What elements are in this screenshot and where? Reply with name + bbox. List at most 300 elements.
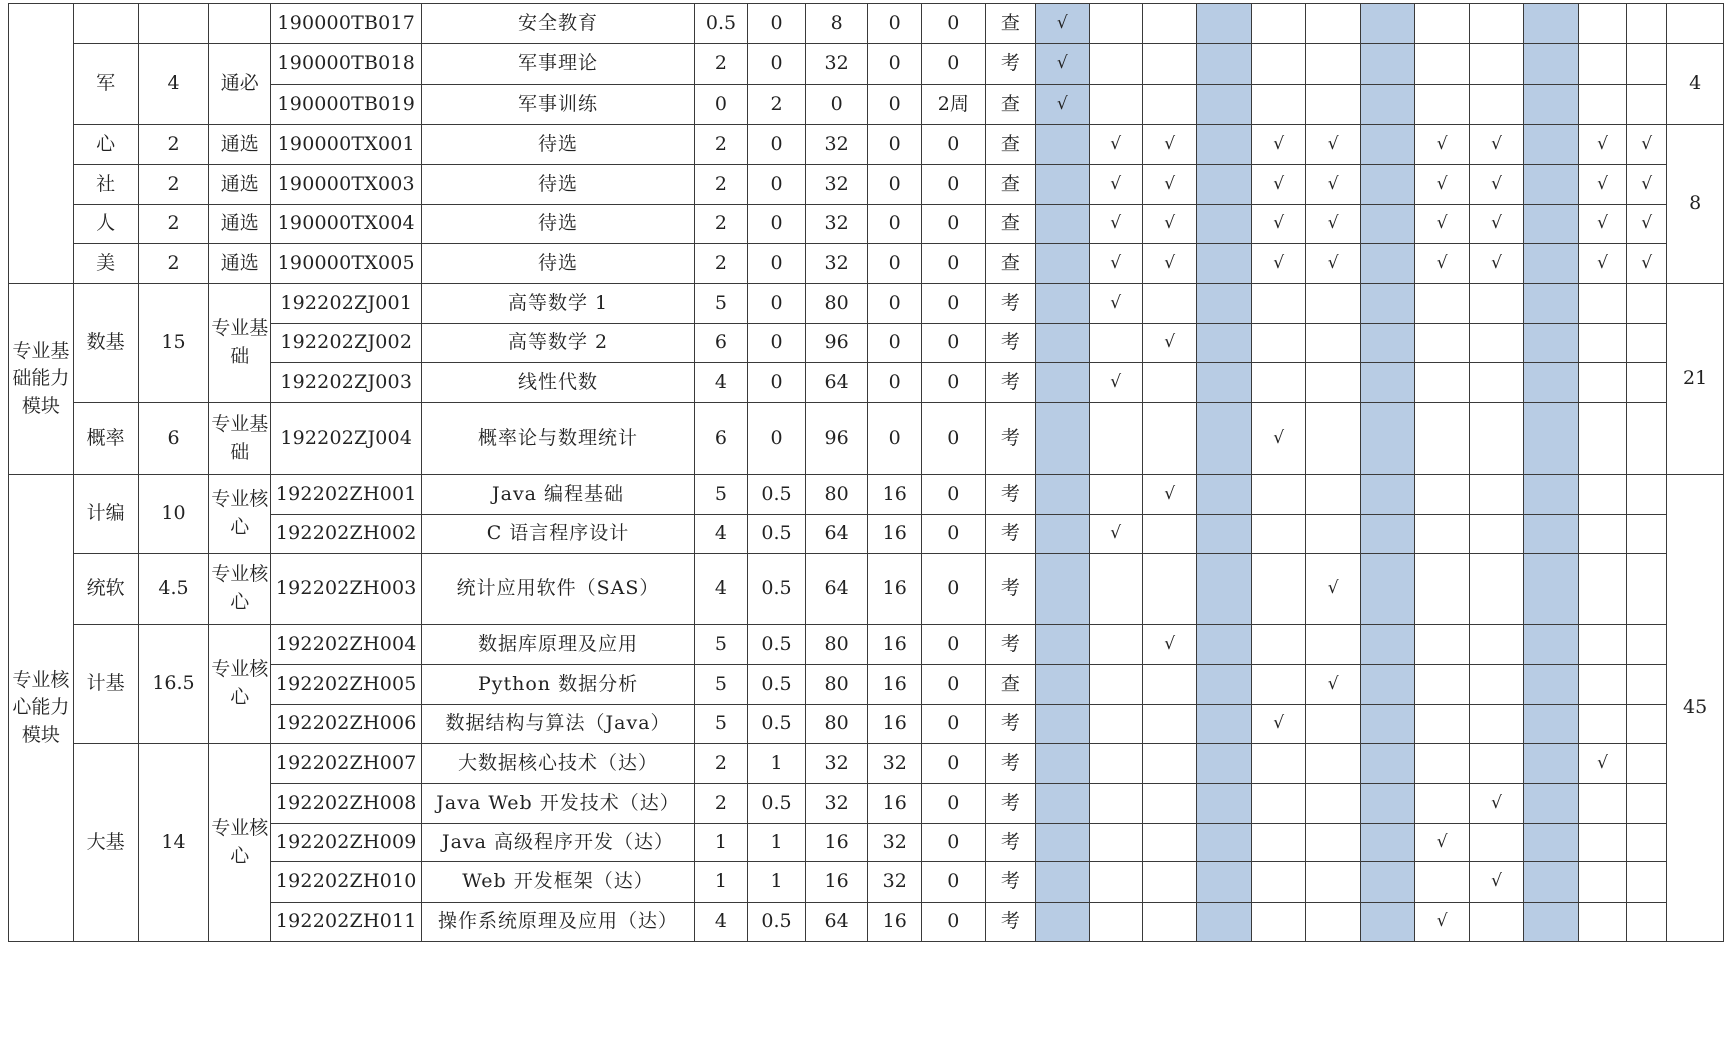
practice-hours-cell: 0 [868, 244, 921, 284]
semester-mark-cell [1578, 475, 1626, 515]
semester-mark-cell [1036, 125, 1089, 165]
semester-mark-cell [1415, 784, 1469, 824]
weeks-cell: 0 [921, 475, 985, 515]
category-cell: 计编 [73, 475, 138, 554]
semester-mark-cell [1627, 44, 1667, 85]
weeks-cell: 0 [921, 324, 985, 363]
theory-hours-cell: 32 [805, 784, 868, 824]
practice-credits-cell: 0.5 [748, 784, 806, 824]
course-name-cell: 待选 [422, 125, 694, 165]
semester-mark-cell [1469, 824, 1523, 862]
course-name-cell: 线性代数 [422, 363, 694, 403]
semester-mark-cell [1627, 85, 1667, 125]
semester-mark-cell [1197, 554, 1251, 625]
course-credits-cell: 2 [694, 205, 747, 244]
semester-mark-cell [1036, 903, 1089, 942]
semester-mark-cell [1469, 324, 1523, 363]
course-type-cell: 通选 [209, 244, 271, 284]
category-cell [73, 4, 138, 44]
module-cell: 专业基础能力模块 [9, 284, 74, 475]
semester-mark-cell: √ [1627, 244, 1667, 284]
course-code-cell: 190000TX004 [271, 205, 422, 244]
semester-mark-cell [1578, 515, 1626, 554]
semester-mark-cell: √ [1089, 284, 1142, 324]
table-body [9, 4, 1724, 942]
semester-mark-cell [1251, 784, 1305, 824]
semester-mark-cell [1524, 665, 1578, 705]
weeks-cell: 0 [921, 705, 985, 744]
semester-mark-cell: √ [1469, 862, 1523, 903]
semester-mark-cell [1415, 744, 1469, 784]
semester-mark-cell [1089, 862, 1142, 903]
course-type-cell: 专业核心 [209, 625, 271, 744]
semester-mark-cell [1251, 4, 1305, 44]
semester-mark-cell [1142, 363, 1196, 403]
semester-mark-cell [1251, 324, 1305, 363]
semester-mark-cell [1036, 165, 1089, 205]
semester-mark-cell [1197, 125, 1251, 165]
semester-mark-cell [1036, 625, 1089, 665]
course-code-cell: 192202ZH010 [271, 862, 422, 903]
course-code-cell: 192202ZJ004 [271, 403, 422, 475]
semester-mark-cell [1142, 85, 1196, 125]
theory-hours-cell: 80 [805, 705, 868, 744]
weeks-cell: 0 [921, 165, 985, 205]
exam-type-cell: 查 [985, 165, 1035, 205]
course-code-cell: 192202ZJ002 [271, 324, 422, 363]
course-credits-cell: 1 [694, 824, 747, 862]
course-code-cell: 192202ZH008 [271, 784, 422, 824]
exam-type-cell: 考 [985, 363, 1035, 403]
semester-mark-cell [1578, 403, 1626, 475]
course-type-cell: 专业核心 [209, 554, 271, 625]
module-total-credits-cell [1667, 4, 1724, 44]
table-row [9, 284, 1724, 324]
category-credits-cell: 2 [138, 165, 209, 205]
practice-hours-cell: 0 [868, 165, 921, 205]
semester-mark-cell [1251, 44, 1305, 85]
semester-mark-cell [1089, 705, 1142, 744]
category-credits-cell [138, 4, 209, 44]
theory-hours-cell: 80 [805, 284, 868, 324]
weeks-cell: 0 [921, 862, 985, 903]
exam-type-cell: 查 [985, 85, 1035, 125]
semester-mark-cell [1627, 515, 1667, 554]
semester-mark-cell [1197, 244, 1251, 284]
practice-hours-cell: 16 [868, 665, 921, 705]
semester-mark-cell [1415, 515, 1469, 554]
category-credits-cell: 15 [138, 284, 209, 403]
weeks-cell: 2周 [921, 85, 985, 125]
semester-mark-cell: √ [1089, 515, 1142, 554]
theory-hours-cell: 0 [805, 85, 868, 125]
table-row [9, 205, 1724, 244]
semester-mark-cell: √ [1036, 44, 1089, 85]
semester-mark-cell [1627, 403, 1667, 475]
weeks-cell: 0 [921, 744, 985, 784]
semester-mark-cell [1036, 244, 1089, 284]
semester-mark-cell [1197, 784, 1251, 824]
semester-mark-cell [1306, 4, 1360, 44]
semester-mark-cell: √ [1089, 244, 1142, 284]
practice-hours-cell: 0 [868, 284, 921, 324]
theory-hours-cell: 32 [805, 744, 868, 784]
semester-mark-cell [1578, 363, 1626, 403]
semester-mark-cell [1306, 324, 1360, 363]
theory-hours-cell: 32 [805, 165, 868, 205]
exam-type-cell: 考 [985, 284, 1035, 324]
semester-mark-cell [1306, 625, 1360, 665]
semester-mark-cell [1142, 705, 1196, 744]
semester-mark-cell [1036, 744, 1089, 784]
weeks-cell: 0 [921, 784, 985, 824]
semester-mark-cell [1306, 44, 1360, 85]
practice-hours-cell: 16 [868, 784, 921, 824]
semester-mark-cell [1197, 903, 1251, 942]
weeks-cell: 0 [921, 403, 985, 475]
semester-mark-cell [1251, 515, 1305, 554]
table-row [9, 44, 1724, 85]
semester-mark-cell [1469, 515, 1523, 554]
course-code-cell: 192202ZH011 [271, 903, 422, 942]
course-type-cell [209, 4, 271, 44]
semester-mark-cell [1251, 744, 1305, 784]
theory-hours-cell: 80 [805, 475, 868, 515]
module-total-credits-cell: 45 [1667, 475, 1724, 942]
semester-mark-cell: √ [1142, 475, 1196, 515]
course-code-cell: 192202ZH001 [271, 475, 422, 515]
semester-mark-cell: √ [1306, 125, 1360, 165]
practice-hours-cell: 0 [868, 125, 921, 165]
semester-mark-cell [1524, 784, 1578, 824]
semester-mark-cell: √ [1306, 165, 1360, 205]
category-credits-cell: 10 [138, 475, 209, 554]
category-credits-cell: 16.5 [138, 625, 209, 744]
semester-mark-cell [1627, 475, 1667, 515]
course-type-cell: 专业基础 [209, 403, 271, 475]
semester-mark-cell [1089, 625, 1142, 665]
semester-mark-cell [1197, 625, 1251, 665]
semester-mark-cell [1415, 284, 1469, 324]
semester-mark-cell: √ [1251, 244, 1305, 284]
theory-hours-cell: 64 [805, 515, 868, 554]
semester-mark-cell [1197, 324, 1251, 363]
category-cell: 统软 [73, 554, 138, 625]
semester-mark-cell [1197, 515, 1251, 554]
practice-hours-cell: 32 [868, 744, 921, 784]
semester-mark-cell [1251, 363, 1305, 403]
semester-mark-cell [1360, 44, 1414, 85]
exam-type-cell: 考 [985, 625, 1035, 665]
semester-mark-cell [1627, 324, 1667, 363]
semester-mark-cell [1524, 205, 1578, 244]
semester-mark-cell [1627, 903, 1667, 942]
semester-mark-cell [1627, 284, 1667, 324]
theory-hours-cell: 80 [805, 625, 868, 665]
semester-mark-cell [1142, 824, 1196, 862]
semester-mark-cell [1627, 824, 1667, 862]
semester-mark-cell [1524, 824, 1578, 862]
practice-credits-cell: 0.5 [748, 665, 806, 705]
semester-mark-cell: √ [1089, 205, 1142, 244]
semester-mark-cell [1360, 284, 1414, 324]
course-credits-cell: 2 [694, 165, 747, 205]
semester-mark-cell [1251, 284, 1305, 324]
semester-mark-cell [1524, 85, 1578, 125]
module-total-credits-cell: 4 [1667, 44, 1724, 125]
practice-hours-cell: 16 [868, 475, 921, 515]
category-cell: 社 [73, 165, 138, 205]
semester-mark-cell [1306, 85, 1360, 125]
semester-mark-cell [1469, 85, 1523, 125]
course-credits-cell: 4 [694, 363, 747, 403]
semester-mark-cell [1306, 903, 1360, 942]
course-code-cell: 190000TB018 [271, 44, 422, 85]
theory-hours-cell: 8 [805, 4, 868, 44]
semester-mark-cell [1142, 862, 1196, 903]
category-cell: 计基 [73, 625, 138, 744]
practice-credits-cell: 2 [748, 85, 806, 125]
semester-mark-cell [1524, 744, 1578, 784]
semester-mark-cell [1197, 85, 1251, 125]
semester-mark-cell [1360, 165, 1414, 205]
semester-mark-cell [1142, 784, 1196, 824]
course-name-cell: 待选 [422, 244, 694, 284]
course-name-cell: 安全教育 [422, 4, 694, 44]
semester-mark-cell [1251, 862, 1305, 903]
exam-type-cell: 查 [985, 4, 1035, 44]
semester-mark-cell [1197, 363, 1251, 403]
semester-mark-cell [1627, 665, 1667, 705]
course-type-cell: 专业核心 [209, 744, 271, 942]
semester-mark-cell [1578, 625, 1626, 665]
semester-mark-cell [1524, 363, 1578, 403]
curriculum-table [8, 3, 1724, 942]
semester-mark-cell [1524, 4, 1578, 44]
course-name-cell: Java 编程基础 [422, 475, 694, 515]
semester-mark-cell [1469, 903, 1523, 942]
course-code-cell: 192202ZJ003 [271, 363, 422, 403]
course-name-cell: C 语言程序设计 [422, 515, 694, 554]
theory-hours-cell: 80 [805, 665, 868, 705]
course-code-cell: 190000TX003 [271, 165, 422, 205]
table-row [9, 244, 1724, 284]
weeks-cell: 0 [921, 625, 985, 665]
course-credits-cell: 5 [694, 665, 747, 705]
semester-mark-cell: √ [1415, 903, 1469, 942]
semester-mark-cell [1524, 705, 1578, 744]
semester-mark-cell [1251, 824, 1305, 862]
semester-mark-cell [1306, 475, 1360, 515]
practice-credits-cell: 0 [748, 4, 806, 44]
semester-mark-cell [1360, 125, 1414, 165]
semester-mark-cell [1360, 824, 1414, 862]
semester-mark-cell: √ [1578, 244, 1626, 284]
table-row [9, 744, 1724, 784]
semester-mark-cell [1524, 475, 1578, 515]
semester-mark-cell [1415, 554, 1469, 625]
theory-hours-cell: 64 [805, 554, 868, 625]
category-credits-cell: 4 [138, 44, 209, 125]
weeks-cell: 0 [921, 824, 985, 862]
theory-hours-cell: 64 [805, 903, 868, 942]
semester-mark-cell [1524, 515, 1578, 554]
category-cell: 心 [73, 125, 138, 165]
semester-mark-cell [1578, 44, 1626, 85]
course-name-cell: 军事理论 [422, 44, 694, 85]
semester-mark-cell [1524, 244, 1578, 284]
semester-mark-cell [1251, 625, 1305, 665]
course-credits-cell: 0.5 [694, 4, 747, 44]
semester-mark-cell [1306, 515, 1360, 554]
theory-hours-cell: 96 [805, 324, 868, 363]
weeks-cell: 0 [921, 284, 985, 324]
course-name-cell: 操作系统原理及应用（达） [422, 903, 694, 942]
semester-mark-cell: √ [1415, 205, 1469, 244]
semester-mark-cell [1197, 284, 1251, 324]
semester-mark-cell [1415, 44, 1469, 85]
course-name-cell: 待选 [422, 165, 694, 205]
semester-mark-cell [1360, 665, 1414, 705]
semester-mark-cell [1578, 665, 1626, 705]
semester-mark-cell [1036, 824, 1089, 862]
semester-mark-cell: √ [1627, 125, 1667, 165]
semester-mark-cell [1627, 862, 1667, 903]
course-code-cell: 192202ZJ001 [271, 284, 422, 324]
theory-hours-cell: 32 [805, 205, 868, 244]
semester-mark-cell [1524, 125, 1578, 165]
course-code-cell: 192202ZH005 [271, 665, 422, 705]
exam-type-cell: 考 [985, 705, 1035, 744]
course-name-cell: Python 数据分析 [422, 665, 694, 705]
exam-type-cell: 考 [985, 862, 1035, 903]
practice-hours-cell: 32 [868, 862, 921, 903]
course-code-cell: 190000TX001 [271, 125, 422, 165]
semester-mark-cell: √ [1469, 244, 1523, 284]
table-row [9, 4, 1724, 44]
semester-mark-cell [1142, 284, 1196, 324]
semester-mark-cell: √ [1142, 244, 1196, 284]
semester-mark-cell [1306, 824, 1360, 862]
semester-mark-cell: √ [1036, 85, 1089, 125]
table-row [9, 403, 1724, 475]
practice-hours-cell: 16 [868, 903, 921, 942]
practice-credits-cell: 0.5 [748, 515, 806, 554]
practice-credits-cell: 1 [748, 824, 806, 862]
semester-mark-cell: √ [1251, 205, 1305, 244]
course-name-cell: 数据结构与算法（Java） [422, 705, 694, 744]
exam-type-cell: 考 [985, 824, 1035, 862]
semester-mark-cell [1469, 284, 1523, 324]
table-row [9, 125, 1724, 165]
semester-mark-cell [1360, 705, 1414, 744]
semester-mark-cell [1627, 784, 1667, 824]
practice-hours-cell: 0 [868, 44, 921, 85]
semester-mark-cell [1360, 625, 1414, 665]
weeks-cell: 0 [921, 125, 985, 165]
semester-mark-cell [1360, 205, 1414, 244]
table-row [9, 165, 1724, 205]
semester-mark-cell: √ [1469, 165, 1523, 205]
semester-mark-cell [1360, 244, 1414, 284]
theory-hours-cell: 32 [805, 244, 868, 284]
semester-mark-cell [1089, 44, 1142, 85]
course-name-cell: Java 高级程序开发（达） [422, 824, 694, 862]
table-row [9, 475, 1724, 515]
semester-mark-cell [1036, 784, 1089, 824]
semester-mark-cell [1306, 862, 1360, 903]
semester-mark-cell [1578, 284, 1626, 324]
semester-mark-cell [1036, 284, 1089, 324]
course-credits-cell: 4 [694, 515, 747, 554]
weeks-cell: 0 [921, 515, 985, 554]
semester-mark-cell [1524, 165, 1578, 205]
semester-mark-cell [1415, 705, 1469, 744]
exam-type-cell: 考 [985, 44, 1035, 85]
semester-mark-cell [1469, 665, 1523, 705]
table-row [9, 625, 1724, 665]
course-credits-cell: 2 [694, 125, 747, 165]
semester-mark-cell [1036, 554, 1089, 625]
semester-mark-cell [1036, 475, 1089, 515]
semester-mark-cell: √ [1578, 205, 1626, 244]
semester-mark-cell [1251, 475, 1305, 515]
semester-mark-cell [1251, 903, 1305, 942]
course-credits-cell: 5 [694, 284, 747, 324]
course-name-cell: 大数据核心技术（达） [422, 744, 694, 784]
semester-mark-cell [1089, 554, 1142, 625]
semester-mark-cell: √ [1578, 744, 1626, 784]
module-total-credits-cell: 8 [1667, 125, 1724, 284]
semester-mark-cell [1197, 824, 1251, 862]
semester-mark-cell [1197, 165, 1251, 205]
semester-mark-cell [1524, 324, 1578, 363]
course-code-cell: 192202ZH006 [271, 705, 422, 744]
course-name-cell: 军事训练 [422, 85, 694, 125]
semester-mark-cell [1197, 744, 1251, 784]
semester-mark-cell [1360, 554, 1414, 625]
exam-type-cell: 考 [985, 903, 1035, 942]
exam-type-cell: 查 [985, 244, 1035, 284]
semester-mark-cell [1627, 705, 1667, 744]
course-name-cell: 高等数学 1 [422, 284, 694, 324]
course-credits-cell: 6 [694, 324, 747, 363]
practice-credits-cell: 1 [748, 862, 806, 903]
category-credits-cell: 2 [138, 244, 209, 284]
semester-mark-cell [1524, 44, 1578, 85]
course-name-cell: Java Web 开发技术（达） [422, 784, 694, 824]
semester-mark-cell [1578, 324, 1626, 363]
course-type-cell: 专业核心 [209, 475, 271, 554]
exam-type-cell: 考 [985, 554, 1035, 625]
theory-hours-cell: 16 [805, 862, 868, 903]
semester-mark-cell [1197, 4, 1251, 44]
theory-hours-cell: 16 [805, 824, 868, 862]
course-type-cell: 通选 [209, 165, 271, 205]
semester-mark-cell [1578, 784, 1626, 824]
theory-hours-cell: 32 [805, 125, 868, 165]
semester-mark-cell: √ [1089, 125, 1142, 165]
semester-mark-cell [1524, 862, 1578, 903]
category-cell: 人 [73, 205, 138, 244]
semester-mark-cell [1089, 85, 1142, 125]
weeks-cell: 0 [921, 903, 985, 942]
semester-mark-cell [1524, 403, 1578, 475]
category-credits-cell: 2 [138, 125, 209, 165]
semester-mark-cell [1415, 665, 1469, 705]
semester-mark-cell: √ [1469, 125, 1523, 165]
practice-credits-cell: 0.5 [748, 705, 806, 744]
